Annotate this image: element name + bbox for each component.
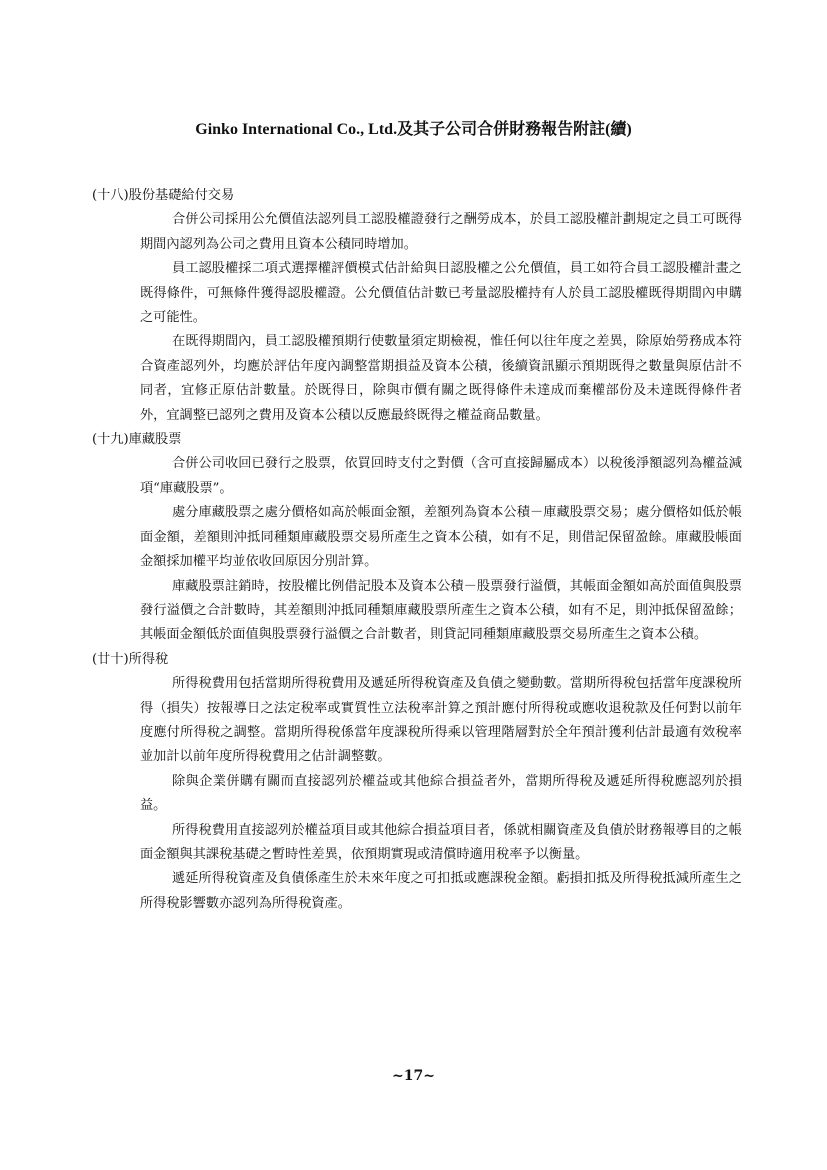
paragraph: 合併公司採用公允價值法認列員工認股權證發行之酬勞成本，於員工認股權計劃規定之員工可既得期間內認列為公司之費用且資本公積同時增加。 bbox=[140, 212, 742, 252]
section-treasury-stock bbox=[92, 428, 742, 648]
section-income-tax bbox=[92, 648, 742, 916]
section-heading: (廿十)所得稅 bbox=[92, 651, 169, 667]
paragraph: 所得稅費用直接認列於權益項目或其他綜合損益項目者，係就相關資產及負債於財務報導目的之帳面金額與其課稅基礎之暫時性差異，依預期實現或清償時適用稅率予以衡量。 bbox=[140, 822, 742, 862]
section-share-based-payment bbox=[92, 184, 742, 428]
section-heading: (十八)股份基礎給付交易 bbox=[92, 188, 235, 203]
page-number: ~17~ bbox=[392, 1068, 435, 1084]
paragraph: 庫藏股票註銷時，按股權比例借記股本及資本公積－股票發行溢價，其帳面金額如高於面值與股票發行溢價之合計數時，其差額則沖抵同種類庫藏股票所產生之資本公積，如有不足，則沖抵保留盈餘；其帳面金額低於面值與股票發行溢價之合計數者，則貸記同種類庫藏股票交易所產生之資本公積。 bbox=[140, 578, 742, 643]
document-body bbox=[92, 184, 742, 916]
paragraph: 在既得期間內，員工認股權預期行使數量須定期檢視，惟任何以往年度之差異，除原始勞務成本符合資產認列外，均應於評估年度內調整當期損益及資本公積，後續資訊顯示預期既得之數量與原估計不同者，宜修正原估計數量。於既得日，除與市價有關之既得條件未達成而棄權部份及未達既得條件者外，宜調整已認列之費用及資本公積以反應最終既得之權益商品數量。 bbox=[140, 334, 742, 423]
paragraph: 合併公司收回已發行之股票，依買回時支付之對價（含可直接歸屬成本）以稅後淨額認列為權益減項“庫藏股票”。 bbox=[140, 456, 742, 496]
paragraph: 除與企業併購有關而直接認列於權益或其他綜合損益者外，當期所得稅及遞延所得稅應認列於損益。 bbox=[140, 773, 742, 814]
paragraph: 員工認股權採二項式選擇權評價模式估計給與日認股權之公允價值，員工如符合員工認股權計畫之既得條件，可無條件獲得認股權證。公允價值估計數已考量認股權持有人於員工認股權既得期間內申購之可能性。 bbox=[140, 261, 742, 326]
paragraph: 處分庫藏股票之處分價格如高於帳面金額，差額列為資本公積－庫藏股票交易；處分價格如低於帳面金額，差額則沖抵同種類庫藏股票交易所產生之資本公積，如有不足，則借記保留盈餘。庫藏股帳面金額採加權平均並依收回原因分別計算。 bbox=[140, 505, 742, 570]
page-title: Ginko International Co., Ltd.及其子公司合併財務報告附註(續) bbox=[195, 121, 632, 138]
paragraph: 所得稅費用包括當期所得稅費用及遞延所得稅資產及負債之變動數。當期所得稅包括當年度課稅所得（損失）按報導日之法定稅率或實質性立法稅率計算之預計應付所得稅或應收退稅款及任何對以前年度應付所得稅之調整。當期所得稅係當年度課稅所得乘以管理階層對於全年預計獲利估計最適有效稅率並加計以前年度所得稅費用之估計調整數。 bbox=[140, 676, 742, 765]
paragraph: 遞延所得稅資產及負債係產生於未來年度之可扣抵或應課稅金額。虧損扣抵及所得稅抵減所產生之所得稅影響數亦認列為所得稅資產。 bbox=[140, 871, 742, 911]
section-heading: (十九)庫藏股票 bbox=[92, 432, 182, 448]
